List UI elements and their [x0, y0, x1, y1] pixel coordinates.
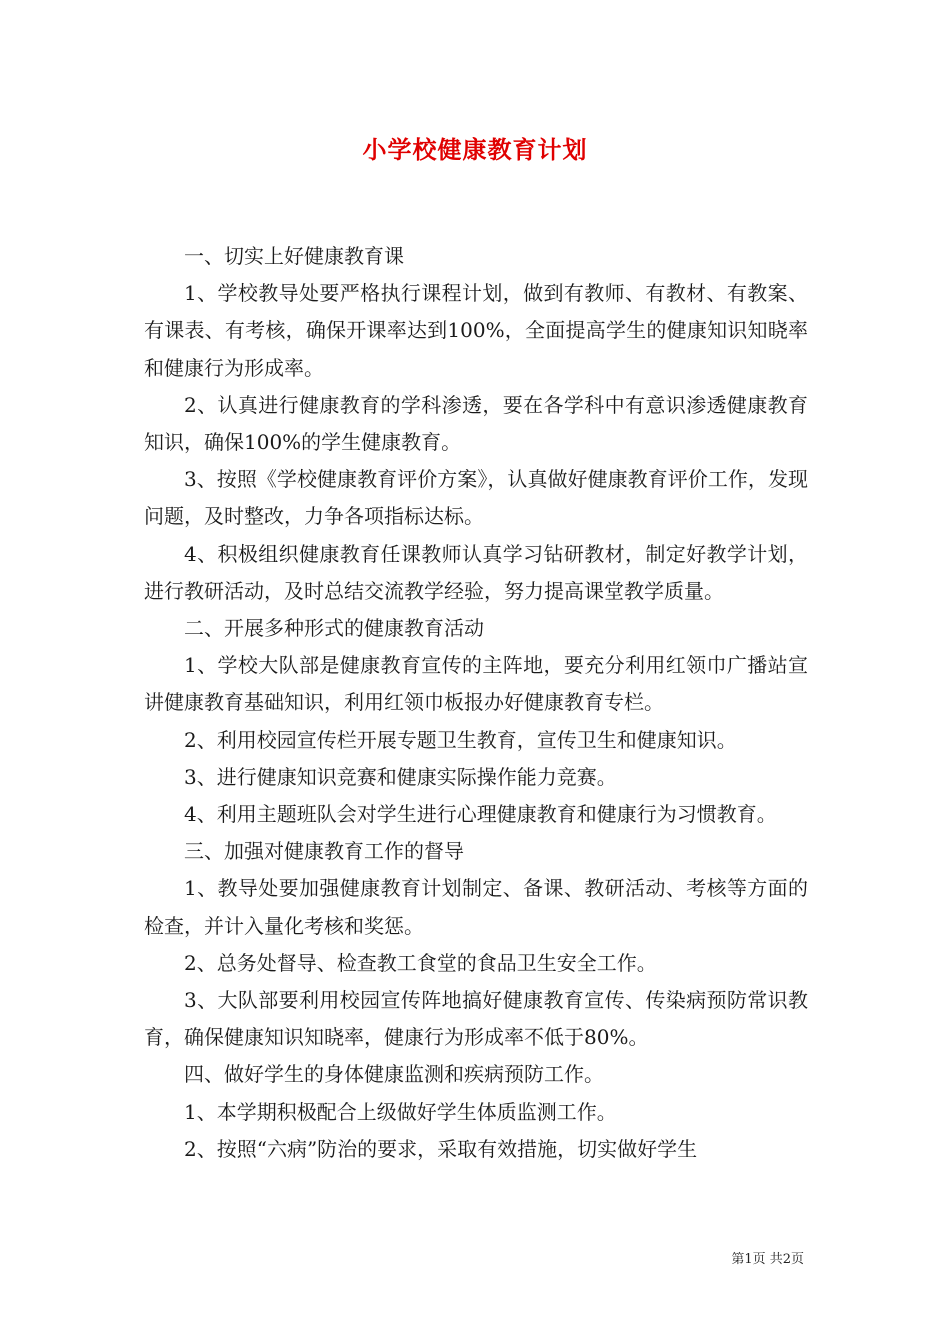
paragraph: 3、大队部要利用校园宣传阵地搞好健康教育宣传、传染病预防常识教育，确保健康知识知晓率，健康行为形成率不低于80%。 — [144, 988, 808, 1050]
paragraph: 1、学校大队部是健康教育宣传的主阵地，要充分利用红领巾广播站宣讲健康教育基础知识，利用红领巾板报办好健康教育专栏。 — [144, 653, 808, 715]
paragraph: 3、按照《学校健康教育评价方案》，认真做好健康教育评价工作，发现问题，及时整改，力争各项指标达标。 — [144, 467, 808, 529]
paragraph: 2、按照“六病”防治的要求，采取有效措施，切实做好学生 — [184, 1136, 698, 1161]
paragraph: 1、学校教导处要严格执行课程计划，做到有教师、有教材、有教案、有课表、有考核，确保开课率达到100%，全面提高学生的健康知识知晓率和健康行为形成率。 — [144, 281, 808, 380]
section-heading-1: 一、切实上好健康教育课 — [184, 244, 404, 268]
paragraph: 2、总务处督导、检查教工食堂的食品卫生安全工作。 — [184, 950, 657, 975]
paragraph: 1、教导处要加强健康教育计划制定、备课、教研活动、考核等方面的检查，并计入量化考核和奖惩。 — [144, 876, 808, 938]
paragraph: 3、进行健康知识竞赛和健康实际操作能力竞赛。 — [184, 764, 617, 789]
paragraph: 2、利用校园宣传栏开展专题卫生教育，宣传卫生和健康知识。 — [184, 727, 737, 752]
section-heading-4: 四、做好学生的身体健康监测和疾病预防工作。 — [184, 1062, 604, 1087]
page-number: 第1页 共2页 — [731, 1252, 804, 1267]
document-body — [144, 238, 808, 1168]
section-heading-3: 三、加强对健康教育工作的督导 — [184, 839, 464, 864]
paragraph: 2、认真进行健康教育的学科渗透，要在各学科中有意识渗透健康教育知识，确保100%的学生健康教育。 — [144, 392, 808, 455]
document-title: 小学校健康教育计划 — [362, 135, 588, 164]
section-heading-2: 二、开展多种形式的健康教育活动 — [184, 616, 484, 641]
paragraph: 4、利用主题班队会对学生进行心理健康教育和健康行为习惯教育。 — [184, 802, 777, 827]
paragraph: 1、本学期积极配合上级做好学生体质监测工作。 — [184, 1099, 617, 1124]
paragraph: 4、积极组织健康教育任课教师认真学习钻研教材，制定好教学计划，进行教研活动，及时总结交流教学经验，努力提高课堂教学质量。 — [144, 541, 808, 603]
